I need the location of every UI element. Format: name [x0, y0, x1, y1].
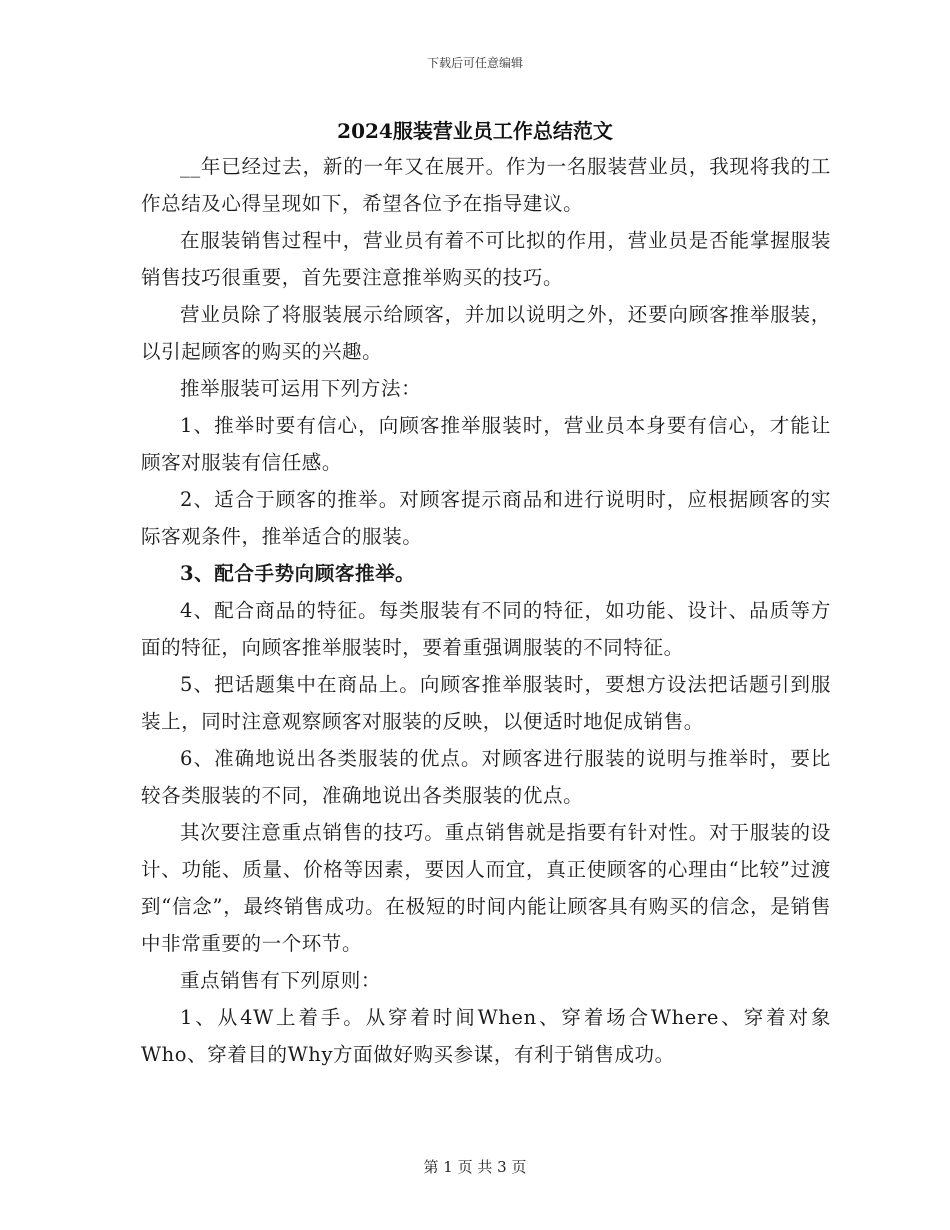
page-number: 第 1 页 共 3 页 — [423, 1158, 527, 1176]
paragraph: 4、配合商品的特征。每类服装有不同的特征，如功能、设计、品质等方面的特征，向顾客推举服装时，要着重强调服装的不同特征。 — [141, 599, 831, 659]
document-title: 2024服装营业员工作总结范文 — [337, 119, 613, 143]
paragraph: 推举服装可运用下列方法： — [180, 377, 422, 400]
paragraph: 在服装销售过程中，营业员有着不可比拟的作用，营业员是否能掌握服装销售技巧很重要，首先要注意推举购买的技巧。 — [141, 229, 831, 289]
paragraph: __年已经过去，新的一年又在展开。作为一名服装营业员，我现将我的工作总结及心得呈现如下，希望各位予在指导建议。 — [141, 155, 831, 215]
paragraph-bold: 3、配合手势向顾客推举。 — [180, 562, 416, 585]
paragraph: 6、准确地说出各类服装的优点。对顾客进行服装的说明与推举时，要比较各类服装的不同，准确地说出各类服装的优点。 — [141, 747, 831, 807]
header-note: 下载后可任意编辑 — [426, 56, 523, 70]
paragraph: 其次要注意重点销售的技巧。重点销售就是指要有针对性。对于服装的设计、功能、质量、价格等因素，要因人而宜，真正使顾客的心理由“比较”过渡到“信念”，最终销售成功。在极短的时间内能让顾客具有购买的信念，是销售中非常重要的一个环节。 — [141, 821, 831, 955]
paragraph: 1、从4W上着手。从穿着时间When、穿着场合Where、穿着对象Who、穿着目的Why方面做好购买参谋，有利于销售成功。 — [141, 1006, 831, 1066]
paragraph: 2、适合于顾客的推举。对顾客提示商品和进行说明时，应根据顾客的实际客观条件，推举适合的服装。 — [141, 488, 831, 548]
paragraph: 5、把话题集中在商品上。向顾客推举服装时，要想方设法把话题引到服装上，同时注意观察顾客对服装的反映，以便适时地促成销售。 — [141, 673, 831, 733]
paragraph: 重点销售有下列原则： — [180, 969, 382, 992]
paragraph: 营业员除了将服装展示给顾客，并加以说明之外，还要向顾客推举服装，以引起顾客的购买的兴趣。 — [141, 303, 831, 363]
paragraph: 1、推举时要有信心，向顾客推举服装时，营业员本身要有信心，才能让顾客对服装有信任感。 — [141, 414, 831, 474]
document-body — [141, 148, 831, 1073]
